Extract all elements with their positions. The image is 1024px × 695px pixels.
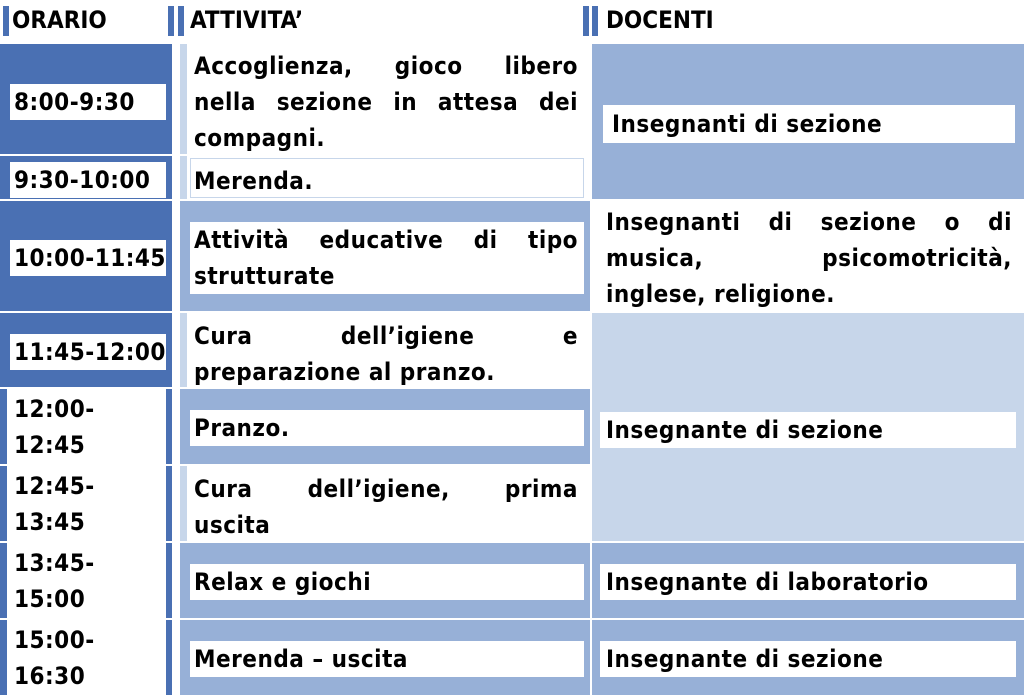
time-label-start: 15:00-: [14, 626, 95, 654]
time-cell-marker: [166, 466, 172, 541]
time-label-start: 12:45-: [14, 472, 95, 500]
teacher-line: Insegnante di laboratorio: [606, 568, 929, 596]
header-attivita: ATTIVITA’: [190, 6, 304, 34]
header-bar-marker: [178, 6, 184, 36]
time-label: 11:45-12:00: [14, 338, 166, 366]
header-bar-marker: [168, 6, 174, 36]
activity-line: Merenda.: [194, 167, 314, 195]
time-cell-marker: [166, 389, 172, 464]
teacher-line: inglese, religione.: [606, 280, 835, 308]
time-label-end: 15:00: [14, 585, 86, 613]
time-label: 10:00-11:45: [14, 244, 166, 272]
activity-line: strutturate: [194, 262, 335, 290]
activity-line: Pranzo.: [194, 414, 290, 442]
activity-line: nella sezione in attesa dei: [194, 88, 578, 116]
time-label: 9:30-10:00: [14, 166, 151, 194]
teacher-line: musica, psicomotricità,: [606, 244, 1012, 272]
time-cell-marker: [0, 543, 7, 618]
time-label-start: 12:00-: [14, 395, 95, 423]
header-bar-marker: [592, 6, 598, 36]
activity-line: Accoglienza, gioco libero: [194, 52, 578, 80]
activity-line: Cura dell’igiene, prima: [194, 475, 578, 503]
time-label-end: 12:45: [14, 431, 86, 459]
activity-line: Cura dell’igiene e: [194, 322, 578, 350]
activity-line: compagni.: [194, 124, 326, 152]
activity-cell-marker: [180, 466, 187, 541]
header-bar-marker: [3, 6, 9, 36]
header-bar-marker: [583, 6, 589, 36]
activity-cell-marker: [180, 156, 187, 199]
time-label: 8:00-9:30: [14, 88, 135, 116]
time-cell-marker: [0, 620, 7, 695]
header-orario: ORARIO: [12, 6, 107, 34]
time-label-start: 13:45-: [14, 549, 95, 577]
activity-line: Relax e giochi: [194, 568, 372, 596]
time-cell-marker: [166, 543, 172, 618]
time-cell-marker: [0, 466, 7, 541]
header-docenti: DOCENTI: [606, 6, 714, 34]
teacher-line: Insegnanti di sezione: [612, 110, 883, 138]
activity-line: preparazione al pranzo.: [194, 358, 495, 386]
time-cell-marker: [166, 620, 172, 695]
activity-line: Merenda – uscita: [194, 645, 408, 673]
activity-line: uscita: [194, 511, 271, 539]
time-label-end: 13:45: [14, 508, 86, 536]
teacher-line: Insegnanti di sezione o di: [606, 208, 1012, 236]
teacher-line: Insegnante di sezione: [606, 645, 884, 673]
activity-cell-marker: [180, 313, 187, 387]
time-cell-marker: [0, 389, 7, 464]
activity-cell-marker: [180, 44, 187, 154]
activity-line: Attività educative di tipo: [194, 226, 578, 254]
time-label-end: 16:30: [14, 662, 86, 690]
teacher-line: Insegnante di sezione: [606, 416, 884, 444]
